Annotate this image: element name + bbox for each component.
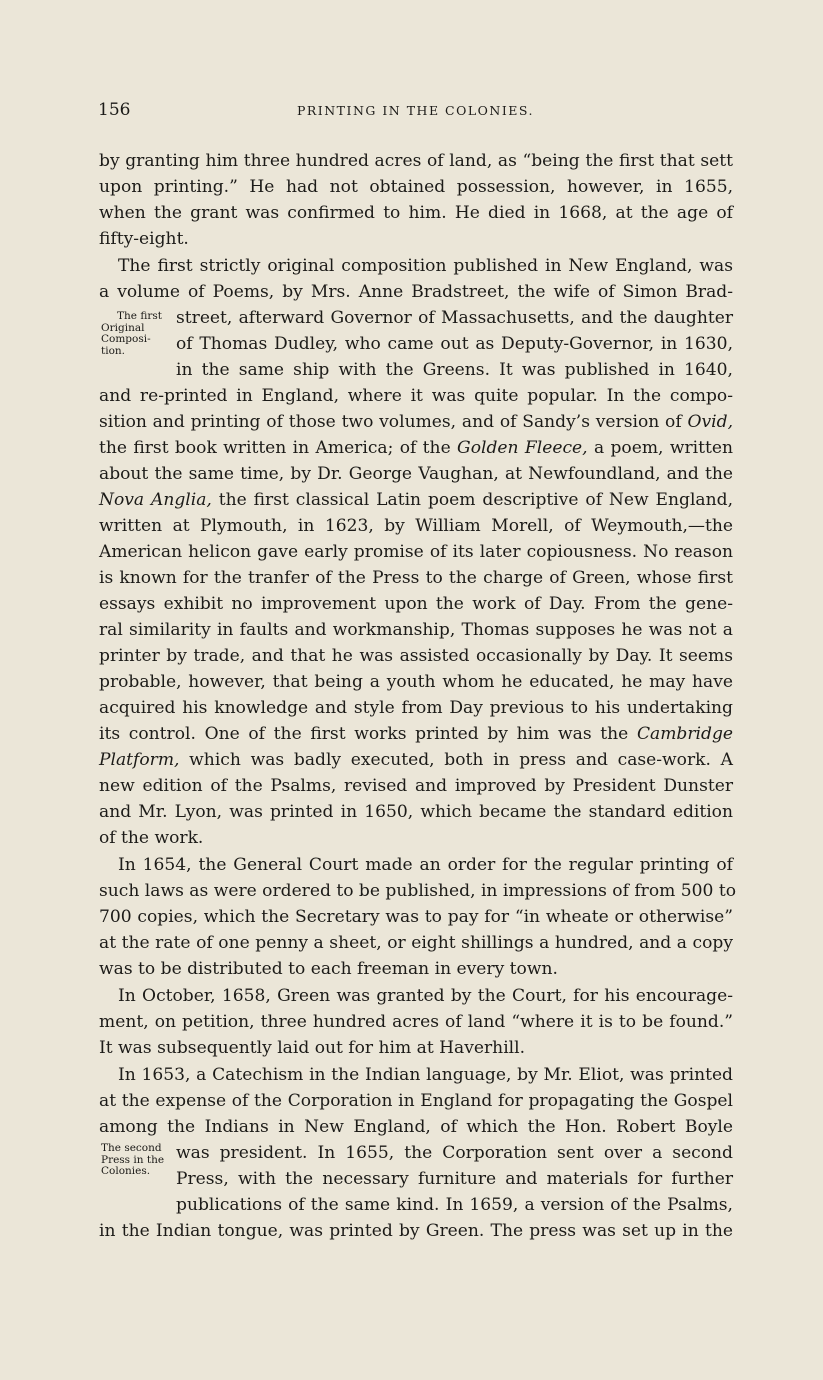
text-line: printer by trade, and that he was assisted occasionally by Day. It seems: [99, 646, 733, 666]
text-line: such laws as were ordered to be published, in impressions of from 500 to: [99, 881, 737, 901]
margin-note-second-press: [101, 1143, 175, 1178]
margin-note-line: Composi-: [101, 333, 151, 345]
text-line: at the expense of the Corporation in England for propagating the Gospel: [99, 1091, 733, 1111]
text-line: ment, on petition, three hundred acres of land “where it is to be found.”: [99, 1012, 733, 1032]
text-line: new edition of the Psalms, revised and improved by President Dunster: [99, 776, 733, 796]
margin-note-line: The second: [101, 1142, 162, 1154]
text-line: a volume of Poems, by Mrs. Anne Bradstreet, the wife of Simon Brad-: [99, 282, 733, 302]
margin-note-first-composition: [101, 311, 175, 357]
text-line: upon printing.” He had not obtained possession, however, in 1655,: [99, 177, 733, 197]
text-line: and re-printed in England, where it was quite popular. In the compo-: [99, 386, 733, 406]
text-line: The first strictly original composition published in New England, was: [118, 256, 733, 276]
margin-note-line: tion.: [101, 344, 125, 357]
text-line: ral similarity in faults and workmanship, Thomas supposes he was not a: [99, 620, 733, 640]
text-line: when the grant was confirmed to him. He died in 1668, at the age of: [99, 203, 733, 223]
text-line: of Thomas Dudley, who came out as Deputy-Governor, in 1630,: [176, 334, 733, 354]
text-line: Press, with the necessary furniture and materials for further: [176, 1169, 733, 1189]
text-line: written at Plymouth, in 1623, by William Morell, of Weymouth,—the: [99, 516, 733, 536]
text-line: its control. One of the first works printed by him was the Cambridge: [99, 724, 733, 744]
text-line: and Mr. Lyon, was printed in 1650, which became the standard edition: [99, 802, 733, 822]
text-line: of the work.: [99, 828, 204, 848]
text-line: at the rate of one penny a sheet, or eight shillings a hundred, and a copy: [99, 933, 733, 953]
page-header: [98, 100, 733, 124]
text-line: by granting him three hundred acres of land, as “being the first that sett: [99, 151, 733, 171]
text-line: among the Indians in New England, of which the Hon. Robert Boyle: [99, 1117, 733, 1137]
text-line: was to be distributed to each freeman in every town.: [99, 959, 558, 979]
text-line: 700 copies, which the Secretary was to pay for “in wheate or otherwise”: [99, 907, 733, 927]
text-line: In October, 1658, Green was granted by the Court, for his encourage-: [118, 986, 733, 1006]
margin-note-line: Original: [101, 321, 145, 334]
text-line: street, afterward Governor of Massachusetts, and the daughter: [176, 308, 733, 328]
page-number: 156: [98, 100, 131, 120]
text-line: probable, however, that being a youth whom he educated, he may have: [99, 672, 733, 692]
text-line: Platform, which was badly executed, both in press and case-work. A: [99, 750, 733, 770]
text-line: was president. In 1655, the Corporation sent over a second: [176, 1143, 733, 1163]
text-line: the first book written in America; of the Golden Fleece, a poem, written: [99, 438, 733, 458]
text-line: publications of the same kind. In 1659, a version of the Psalms,: [176, 1195, 733, 1215]
text-line: Nova Anglia, the first classical Latin poem descriptive of New England,: [99, 490, 733, 510]
margin-note-line: Press in the: [101, 1153, 165, 1166]
text-line: fifty-eight.: [99, 229, 189, 249]
text-line: It was subsequently laid out for him at Haverhill.: [99, 1038, 526, 1058]
text-line: about the same time, by Dr. George Vaughan, at Newfoundland, and the: [99, 464, 733, 484]
text-line: in the Indian tongue, was printed by Green. The press was set up in the: [99, 1221, 733, 1241]
text-line: In 1654, the General Court made an order for the regular printing of: [118, 855, 733, 875]
text-line: sition and printing of those two volumes, and of Sandy’s version of Ovid,: [99, 412, 733, 432]
margin-note-line: The first: [117, 310, 162, 322]
text-line: in the same ship with the Greens. It was published in 1640,: [176, 360, 733, 380]
text-line: essays exhibit no improvement upon the work of Day. From the gene-: [99, 594, 733, 614]
text-line: American helicon gave early promise of its later copiousness. No reason: [99, 542, 733, 562]
running-title: PRINTING IN THE COLONIES.: [296, 103, 534, 118]
text-line: acquired his knowledge and style from Day previous to his undertaking: [99, 698, 733, 718]
text-line: In 1653, a Catechism in the Indian language, by Mr. Eliot, was printed: [118, 1065, 733, 1085]
text-line: is known for the tranfer of the Press to the charge of Green, whose first: [99, 568, 733, 588]
margin-note-line: Colonies.: [101, 1165, 151, 1177]
